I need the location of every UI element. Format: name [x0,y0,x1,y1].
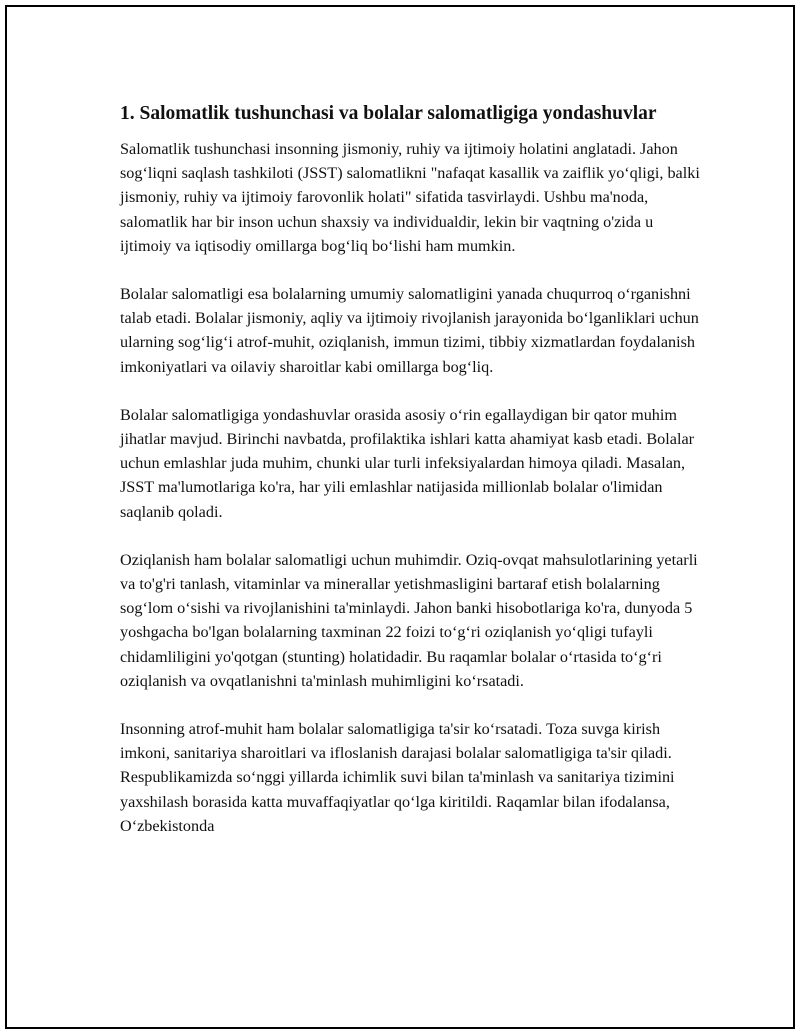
paragraph: Insonning atrof-muhit ham bolalar salomatligiga ta'sir ko‘rsatadi. Toza suvga kirish imkoni, sanitariya sharoitlari va ifloslanish darajasi bolalar salomatligiga ta'sir qiladi. Respublikamizda so‘nggi yillarda ichimlik suvi bilan ta'minlash va sanitariya tizimini yaxshilash borasida katta muvaffaqiyatlar qo‘lga kiritildi. Raqamlar bilan ifodalansa, O‘zbekistonda [120,720,675,835]
paragraph: Bolalar salomatligi esa bolalarning umumiy salomatligini yanada chuqurroq o‘rganishni talab etadi. Bolalar jismoniy, aqliy va ijtimoiy rivojlanish jarayonida bo‘lganliklari uchun ularning sog‘lig‘i atrof-muhit, oziqlanish, immun tizimi, tibbiy xizmatlardan foydalanish imkoniyatlari va oilaviy sharoitlar kabi omillarga bog‘liq. [120,285,699,376]
paragraph: Salomatlik tushunchasi insonning jismoniy, ruhiy va ijtimoiy holatini anglatadi. Jahon sog‘liqni saqlash tashkiloti (JSST) salomatlikni "nafaqat kasallik va zaiflik yo‘qligi, balki jismoniy, ruhiy va ijtimoiy farovonlik holati" sifatida tasvirlaydi. Ushbu ma'noda, salomatlik har bir inson uchun shaxsiy va individualdir, lekin bir vaqtning o'zida u ijtimoiy va iqtisodiy omillarga bog‘liq bo‘lishi ham mumkin. [120,140,700,255]
document-body [120,100,700,862]
paragraph: Bolalar salomatligiga yondashuvlar orasida asosiy o‘rin egallaydigan bir qator muhim jihatlar mavjud. Birinchi navbatda, profilaktika ishlari katta ahamiyat kasb etadi. Bolalar uchun emlashlar juda muhim, chunki ular turli infeksiyalardan himoya qiladi. Masalan, JSST ma'lumotlariga ko'ra, har yili emlashlar natijasida millionlab bolalar o'limidan saqlanib qoladi. [120,405,695,521]
section-heading: 1. Salomatlik tushunchasi va bolalar salomatligiga yondashuvlar [120,103,657,124]
paragraph: Oziqlanish ham bolalar salomatligi uchun muhimdir. Oziq-ovqat mahsulotlarining yetarli va to'g'ri tanlash, vitaminlar va minerallar yetishmasligini bartaraf etish bolalarning sog‘lom o‘sishi va rivojlanishini ta'minlaydi. Jahon banki hisobotlariga ko'ra, dunyoda 5 yoshgacha bo'lgan bolalarning taxminan 22 foizi to‘g‘ri oziqlanish yo‘qligi tufayli chidamliligini yo'qotgan (stunting) holatidadir. Bu raqamlar bolalar o‘rtasida to‘g‘ri oziqlanish va ovqatlanishni ta'minlash muhimligini ko‘rsatadi. [120,550,698,690]
page-frame [5,5,795,1029]
